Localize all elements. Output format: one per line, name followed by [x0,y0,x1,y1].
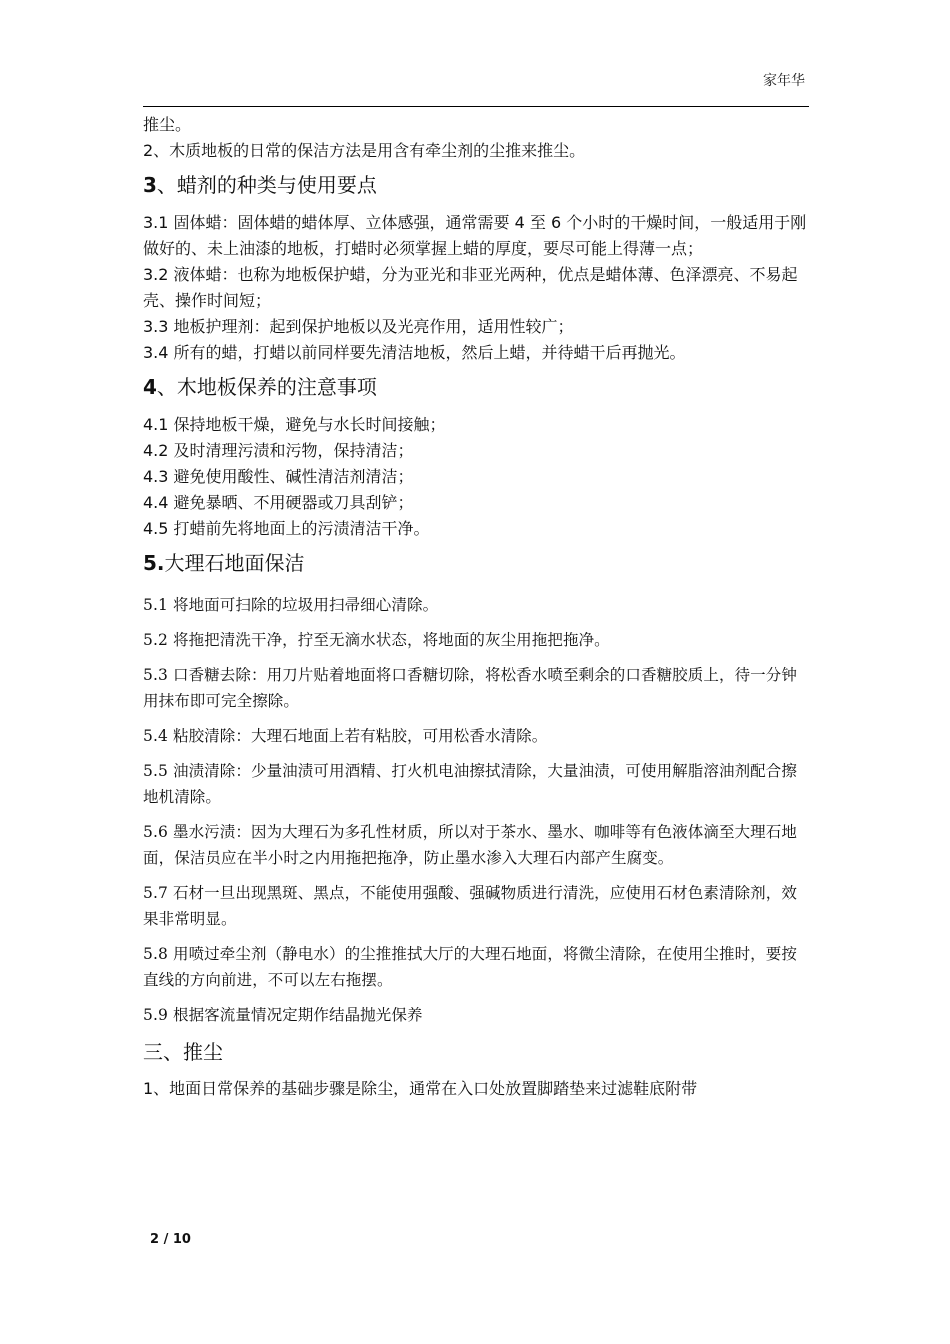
section-5-number: 5. [143,551,165,575]
paragraph-3-1: 3.1 固体蜡：固体蜡的蜡体厚、立体感强，通常需要 4 至 6 个小时的干燥时间，一般适用于刚做好的、未上油漆的地板，打蜡时必须掌握上蜡的厚度，要尽可能上得薄一点； [143,213,807,258]
text-line: 1、地面日常保养的基础步骤是除尘，通常在入口处放置脚踏垫来过滤鞋底附带 [143,1079,698,1098]
list-item: 5.1 将地面可扫除的垃圾用扫帚细心清除。 [143,596,439,614]
list-item: 4.5 打蜡前先将地面上的污渍清洁干净。 [143,519,430,538]
list-item: 4.1 保持地板干燥，避免与水长时间接触； [143,415,446,434]
list-item: 4.2 及时清理污渍和污物，保持清洁； [143,441,414,460]
document-body [143,112,809,1102]
section-4-title: 、木地板保养的注意事项 [156,375,377,399]
list-item: 4.4 避免暴晒、不用硬器或刀具刮铲； [143,493,414,512]
header-text: 家年华 [763,73,805,89]
page-header [143,64,809,107]
list-item: 5.7 石材一旦出现黑斑、黑点，不能使用强酸、强碱物质进行清洗，应使用石材色素清除剂，效果非常明显。 [143,884,797,928]
section-3-title: 、蜡剂的种类与使用要点 [156,173,377,197]
paragraph-3-3: 3.3 地板护理剂：起到保护地板以及光亮作用，适用性较广； [143,317,574,336]
list-item: 5.2 将拖把清洗干净，拧至无滴水状态，将地面的灰尘用拖把拖净。 [143,631,610,649]
paragraph-3-4: 3.4 所有的蜡，打蜡以前同样要先清洁地板，然后上蜡，并待蜡干后再抛光。 [143,343,686,362]
section-4-number: 4 [143,375,157,399]
list-item: 5.4 粘胶清除：大理石地面上若有粘胶，可用松香水清除。 [143,727,548,745]
list-item: 5.5 油渍清除：少量油渍可用酒精、打火机电油擦拭清除，大量油渍，可使用解脂溶油剂配合擦地机清除。 [143,762,797,806]
list-item: 5.3 口香糖去除：用刀片贴着地面将口香糖切除，将松香水喷至剩余的口香糖胶质上，待一分钟用抹布即可完全擦除。 [143,666,797,710]
section-san-heading: 三、推尘 [143,1040,223,1064]
text-line: 2、木质地板的日常的保洁方法是用含有牵尘剂的尘推来推尘。 [143,141,586,160]
section-5-heading [143,548,809,578]
section-3-number: 3 [143,173,157,197]
list-item: 5.9 根据客流量情况定期作结晶抛光保养 [143,1006,423,1024]
section-3-heading [143,170,809,200]
list-item: 5.8 用喷过牵尘剂（静电水）的尘推推拭大厅的大理石地面，将微尘清除，在使用尘推时，要按直线的方向前进，不可以左右拖摆。 [143,945,797,989]
section-5-title: 大理石地面保洁 [164,551,305,575]
section-4-heading [143,372,809,402]
list-item: 4.3 避免使用酸性、碱性清洁剂清洁； [143,467,414,486]
page-number: 2 / 10 [150,1232,191,1247]
paragraph-3-2: 3.2 液体蜡：也称为地板保护蜡，分为亚光和非亚光两种，优点是蜡体薄、色泽漂亮、不易起壳、操作时间短； [143,265,798,310]
text-line: 推尘。 [143,115,192,134]
list-item: 5.6 墨水污渍：因为大理石为多孔性材质，所以对于茶水、墨水、咖啡等有色液体滴至大理石地面，保洁员应在半小时之内用拖把拖净，防止墨水渗入大理石内部产生腐变。 [143,823,797,867]
